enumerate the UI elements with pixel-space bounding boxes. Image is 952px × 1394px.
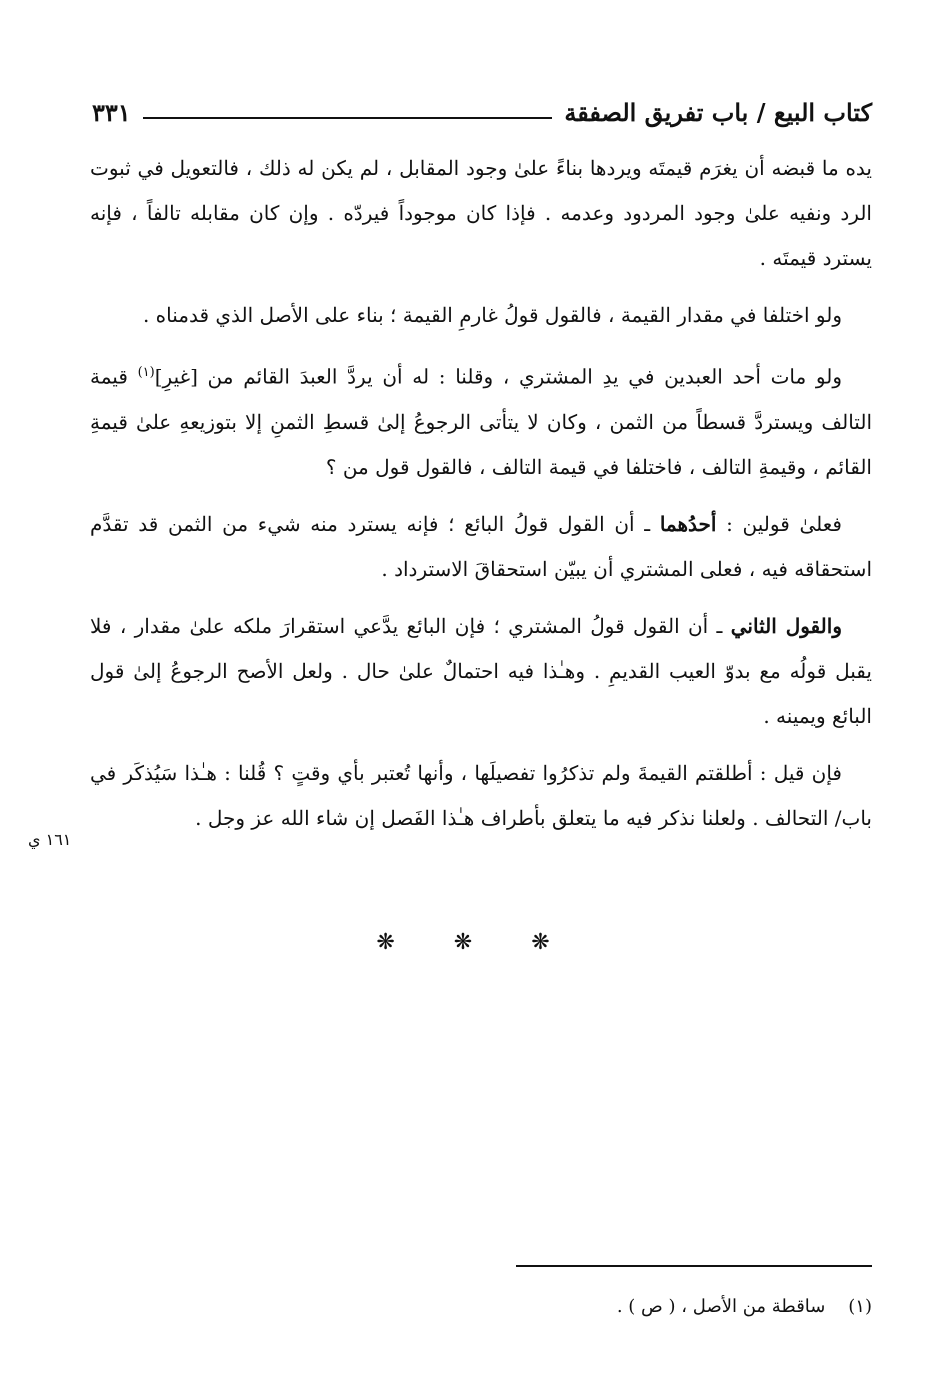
paragraph-5-text: والقول الثاني ـ أن القول قولُ المشتري ؛ فإن البائع يدَّعي استقرارَ ملكه علىٰ مقدار ، فلا يقبل قولُه مع بدوّ العيب القديمِ . وهـٰذا فيه احتمالٌ علىٰ حال . ولعل الأصح الرجوعُ إلىٰ قول البائع ويمينه . <box>90 613 872 728</box>
bold-lead: والقول الثاني <box>730 613 842 638</box>
footnote-marker: (١) <box>137 365 155 380</box>
paragraph-1: يده ما قبضه أن يغرَم قيمتَه ويردها بناءً علىٰ وجود المقابل ، لم يكن له ذلك ، فالتعويل في ثبوت الرد ونفيه علىٰ وجود المردود وعدمه . فإذا كان موجوداً فيردّه . وإن كان مقابله تالفاً ، فإنه يسترد قيمتَه . <box>90 156 872 270</box>
page-number: ٣٣١ <box>92 97 131 127</box>
margin-manuscript-ref: ١٦١ ي <box>28 830 72 849</box>
bold-lead: أحدُهما <box>659 511 717 536</box>
section-ornament: ❋ ❋ ❋ <box>376 930 576 955</box>
paragraph-4 <box>90 502 872 592</box>
footnote-1 <box>300 1292 872 1322</box>
footnote-rule <box>516 1265 872 1267</box>
paragraph-4-text: فعلىٰ قولين : أحدُهما ـ أن القول قولُ البائع ؛ فإنه يسترد منه شيء من الثمن قد تقدَّم استحقاقه فيه ، فعلى المشتري أن يبيّن استحقاقَ الاسترداد . <box>90 511 872 581</box>
running-head <box>92 92 872 132</box>
running-title: كتاب البيع / باب تفريق الصفقة <box>564 97 872 127</box>
paragraph-3 <box>90 350 872 490</box>
paragraph-5 <box>90 604 872 739</box>
footnote-1-text: ساقطة من الأصل ، ( ص ) . <box>616 1296 826 1317</box>
paragraph-3-continued: قيمة التالف ويستردَّ قسطاً من الثمن ، وكان لا يتأتى الرجوعُ إلىٰ قسطِ الثمنِ إلا بتوزيعهِ علىٰ قيمةِ القائم ، وقيمةِ التالف ، فاختلفا في قيمة التالف ، فالقول قول من ؟ <box>90 364 872 479</box>
paragraph-3-text: ولو مات أحد العبدين في يدِ المشتري ، وقلنا : له أن يردَّ العبدَ القائم من [غيرِ] <box>154 364 842 389</box>
main-text <box>90 146 872 853</box>
footnote-1-marker: (١) <box>848 1296 872 1317</box>
paragraph-2: ولو اختلفا في مقدار القيمة ، فالقول قولُ غارمِ القيمة ؛ بناء على الأصل الذي قدمناه . <box>142 303 842 327</box>
paragraph-6: فإن قيل : أطلقتم القيمةَ ولم تذكرُوا تفصيلَها ، وأنها تُعتبر بأي وقتٍ ؟ قُلنا : هـٰذا سَيُذكَر في باب/ التحالف . ولعلنا نذكر فيه ما يتعلق بأطراف هـٰذا الفَصل إن شاء الله عز وجل . <box>90 760 872 830</box>
header-rule <box>143 117 553 119</box>
